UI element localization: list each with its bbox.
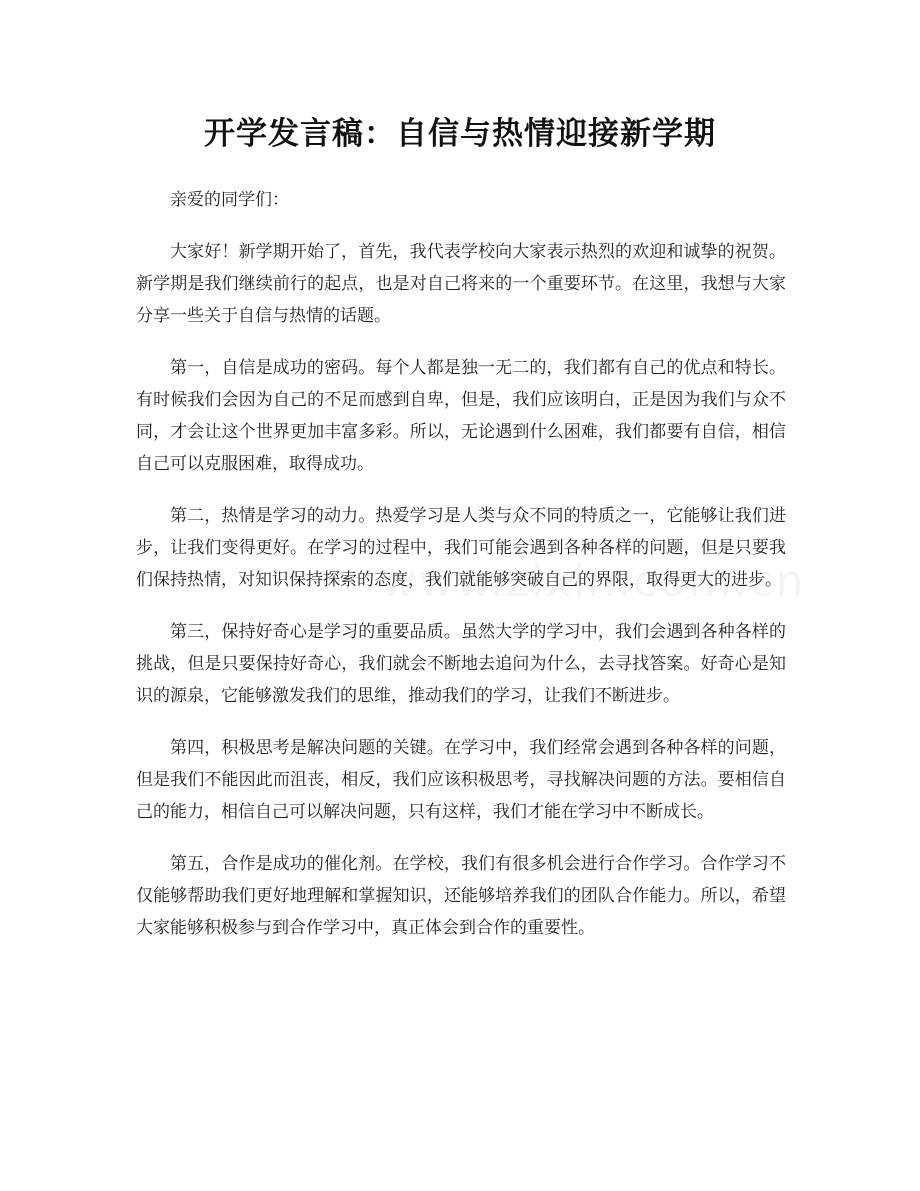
- point-three-paragraph: 第三，保持好奇心是学习的重要品质。虽然大学的学习中，我们会遇到各种各样的挑战，但是只要保持好奇心，我们就会不断地去追问为什么，去寻找答案。好奇心是知识的源泉，它能够激发我们的思维，推动我们的学习，让我们不断进步。: [136, 622, 786, 706]
- point-one-paragraph: 第一，自信是成功的密码。每个人都是独一无二的，我们都有自己的优点和特长。有时候我们会因为自己的不足而感到自卑，但是，我们应该明白，正是因为我们与众不同，才会让这个世界更加丰富多彩。所以，无论遇到什么困难，我们都要有自信，相信自己可以克服困难，取得成功。: [136, 358, 786, 474]
- intro-paragraph: 大家好！新学期开始了，首先，我代表学校向大家表示热烈的欢迎和诚挚的祝贺。新学期是我们继续前行的起点，也是对自己将来的一个重要环节。在这里，我想与大家分享一些关于自信与热情的话题。: [136, 242, 786, 326]
- salutation-paragraph: 亲爱的同学们：: [170, 190, 289, 210]
- point-four-paragraph: 第四，积极思考是解决问题的关键。在学习中，我们经常会遇到各种各样的问题，但是我们不能因此而沮丧，相反，我们应该积极思考，寻找解决问题的方法。要相信自己的能力，相信自己可以解决问题，只有这样，我们才能在学习中不断成长。: [136, 738, 786, 822]
- point-two-paragraph: 第二，热情是学习的动力。热爱学习是人类与众不同的特质之一，它能够让我们进步，让我们变得更好。在学习的过程中，我们可能会遇到各种各样的问题，但是只要我们保持热情，对知识保持探索的态度，我们就能够突破自己的界限，取得更大的进步。: [136, 506, 786, 590]
- page-title: 开学发言稿：自信与热情迎接新学期: [204, 116, 716, 152]
- document-body: [136, 184, 786, 964]
- point-five-paragraph: 第五，合作是成功的催化剂。在学校，我们有很多机会进行合作学习。合作学习不仅能够帮助我们更好地理解和掌握知识，还能够培养我们的团队合作能力。所以，希望大家能够积极参与到合作学习中，真正体会到合作的重要性。: [136, 854, 786, 938]
